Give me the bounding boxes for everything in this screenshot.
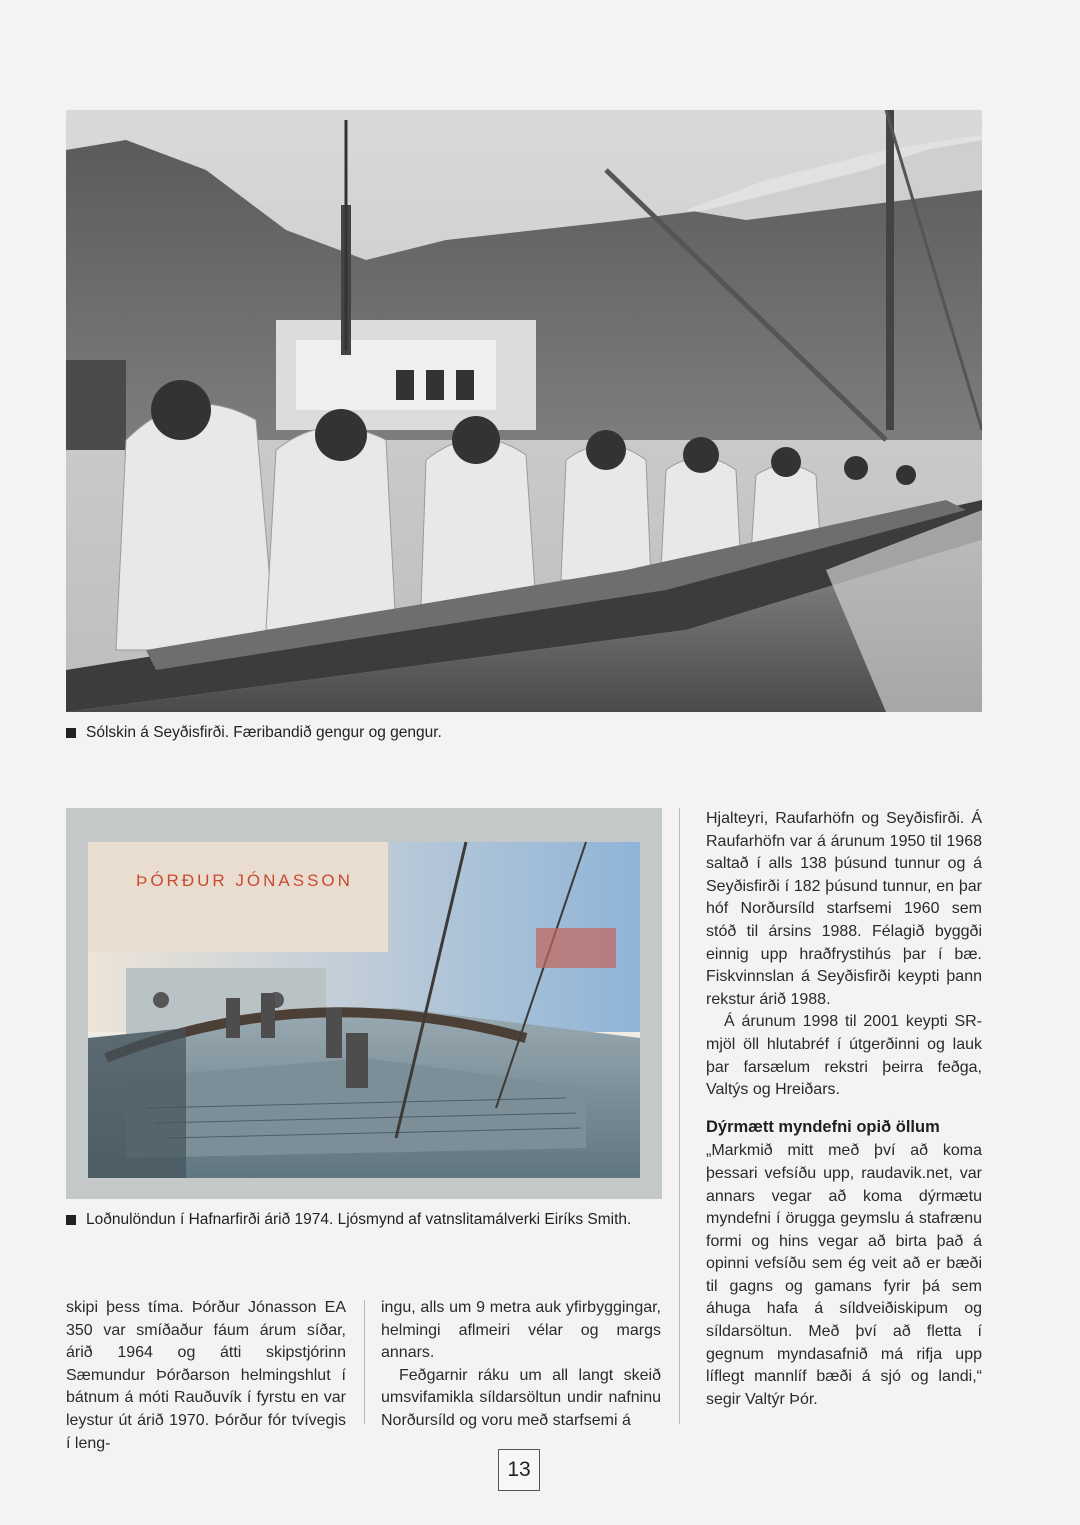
- ship-name-lettering: ÞÓRÐUR JÓNASSON: [136, 871, 353, 890]
- page-number: 13: [498, 1449, 540, 1491]
- article-column-middle: [381, 1297, 661, 1433]
- herring-conveyor-photo: [66, 110, 982, 712]
- top-caption-text: Sólskin á Seyðisfirði. Færibandið gengur og gengur.: [86, 724, 442, 741]
- left-column-text: skipi þess tíma. Þórður Jónasson EA 350 var smíðaður fáum árum síðar, árið 1964 og átti skipstjórinn Sæmundur Þórðarson helmingshlut í bátnum á móti Rauðuvík í fyrstu en var leystur út árið 1970. Þórður fór tvívegis í leng-: [66, 1299, 346, 1452]
- caption-bullet-icon: [66, 1215, 76, 1225]
- middle-paragraph-2: Feðgarnir ráku um all langt skeið umsvifamikla síldarsöltun undir nafninu Norðursíld og voru með starfsemi á: [381, 1366, 661, 1429]
- right-paragraph-1: Hjalteyri, Raufarhöfn og Seyðisfirði. Á Raufarhöfn var á árunum 1950 til 1968 saltað í alls 138 þúsund tunnur og á Seyðisfirði í 182 þúsund tunnur, en þar hóf Norðursíld starfsemi 1960 sem stóð til ársins 1988. Félagið byggði einnig upp hraðfrystihús þar í bæ. Fiskvinnslan á Seyðisfirði keypti þann rekstur árið 1988.: [706, 810, 982, 1008]
- middle-paragraph-1: ingu, alls um 9 metra auk yfirbyggingar, helmingi aflmeiri vélar og margs annars.: [381, 1299, 661, 1362]
- painting-caption-text: Loðnulöndun í Hafnarfirði árið 1974. Ljósmynd af vatnslitamálverki Eiríks Smith.: [86, 1211, 632, 1228]
- caption-bullet-icon: [66, 728, 76, 738]
- section-heading: Dýrmætt myndefni opið öllum: [706, 1117, 940, 1136]
- right-paragraph-3: „Markmið mitt með því að koma þessari vefsíðu upp, raudavik.net, var annars vegar að koma dýrmætu myndefni í örugga geymslu á stafrænu formi og hins vegar að birta það á opinni vefsíðu sem ég veit að er bæði til gagns og gamans fyrir þá sem áhuga hafa á síldveiðiskipum og síldarsöltun. Með því að fletta í gegnum myndasafnið má rifja upp líflegt mannlíf bæði á sjó og landi,“ segir Valtýr Þór.: [706, 1142, 982, 1408]
- top-photo-caption: [66, 724, 442, 742]
- article-column-right: [706, 808, 982, 1411]
- column-divider: [679, 808, 680, 1424]
- column-divider: [364, 1300, 365, 1424]
- right-paragraph-2: Á árunum 1998 til 2001 keypti SR-mjöl öll hlutabréf í útgerðinni og lauk þar farsælum rekstri þeirra feðga, Valtýs og Hreiðars.: [706, 1013, 982, 1099]
- article-column-left: [66, 1297, 346, 1455]
- watercolor-painting-photo: [66, 808, 662, 1199]
- painting-caption: [66, 1211, 631, 1229]
